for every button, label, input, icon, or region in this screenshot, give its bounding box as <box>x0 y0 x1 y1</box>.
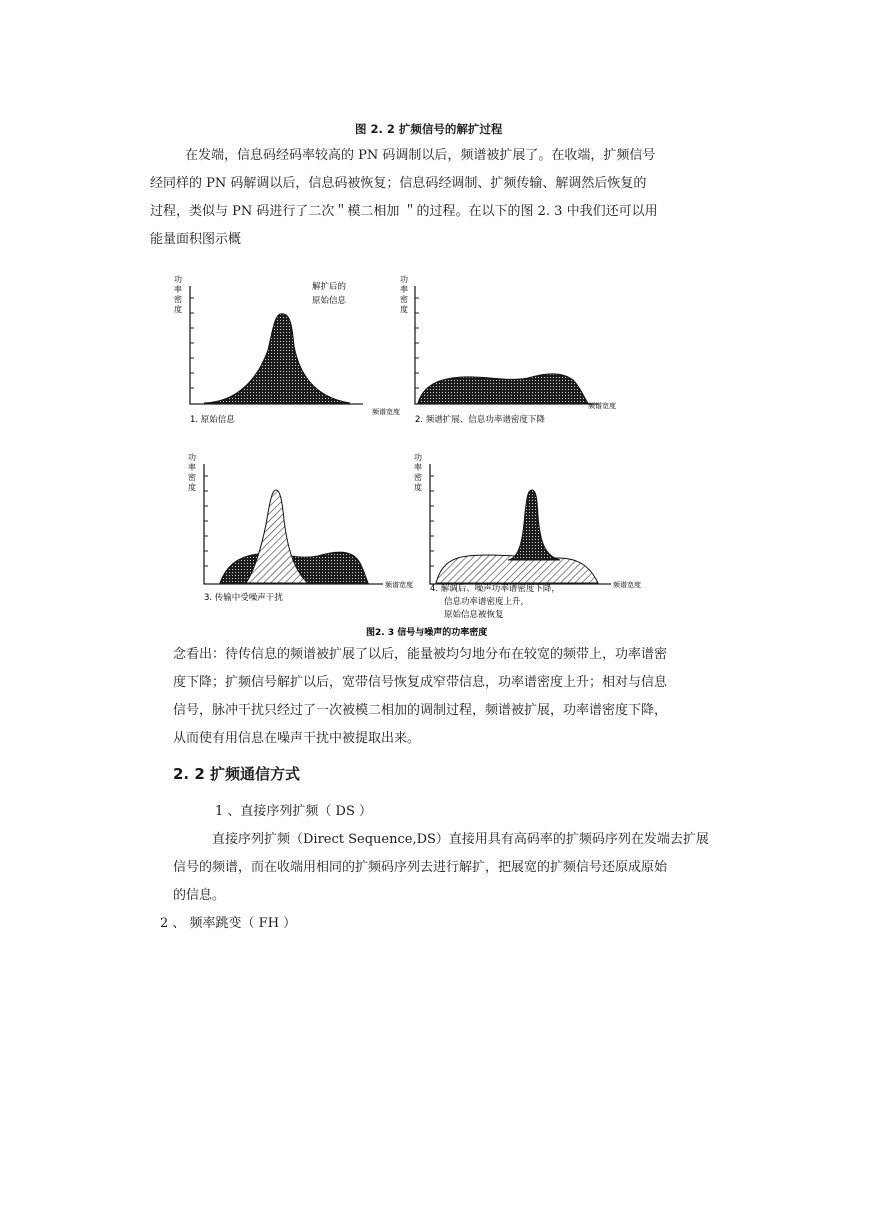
x-axis-label: 频谱宽度 <box>372 408 400 416</box>
panel-1-caption: 1. 原始信息 <box>190 415 235 425</box>
power-density-diagram <box>168 268 653 640</box>
y-axis-label-char: 功 <box>174 275 182 284</box>
ds-paragraph-line-1: 直接序列扩频（Direct Sequence,DS）直接用具有高码率的扩频码序列在发端去扩展 <box>212 832 709 847</box>
panel-4-caption: 原始信息被恢复 <box>444 610 504 620</box>
panel-1-annotation: 解扩后的 <box>312 282 347 292</box>
ds-title: 1 、直接序列扩频（ DS ） <box>215 804 372 819</box>
y-axis-label-char: 密 <box>174 295 182 304</box>
svg-text:率: 率 <box>414 463 422 472</box>
information-signal-peak <box>204 314 350 403</box>
section-heading: 2. 2 扩频通信方式 <box>173 765 301 783</box>
panel-3 <box>188 452 413 603</box>
ds-paragraph-line-3: 的信息。 <box>173 888 226 903</box>
paragraph-2-line-4: 从而使有用信息在噪声干扰中被提取出来。 <box>173 731 421 746</box>
paragraph-1-line-4: 能量面积图示概 <box>150 232 242 247</box>
paragraph-1-line-2: 经同样的 PN 码解调以后，信息码被恢复；信息码经调制、扩频传输、解调然后恢复的 <box>150 176 647 191</box>
paragraph-2-line-2: 度下降；扩频信号解扩以后，宽带信号恢复成窄带信息，功率谱密度上升；相对与信息 <box>173 675 668 690</box>
svg-text:密: 密 <box>188 473 196 482</box>
svg-text:率: 率 <box>400 285 408 294</box>
figure-2-3-caption: 图2. 3 信号与噪声的功率密度 <box>366 628 488 638</box>
svg-text:度: 度 <box>414 483 422 492</box>
fh-title: 2 、 频率跳变（ FH ） <box>160 916 297 931</box>
x-axis-label: 频谱宽度 <box>385 581 413 589</box>
svg-text:功: 功 <box>414 453 422 462</box>
svg-text:度: 度 <box>188 483 196 492</box>
panel-4 <box>414 452 641 620</box>
paragraph-1-line-3: 过程，类似与 PN 码进行了二次＂模二相加 ＂的过程。在以下的图 2. 3 中我们还可以用 <box>150 204 658 219</box>
svg-text:密: 密 <box>414 473 422 482</box>
recovered-information-peak <box>508 490 560 560</box>
panel-3-caption: 3. 传输中受噪声干扰 <box>204 593 283 603</box>
panel-1 <box>174 274 400 425</box>
figure-2-2-caption: 图 2. 2 扩频信号的解扩过程 <box>355 122 503 136</box>
y-axis-label-char: 度 <box>174 305 182 314</box>
x-axis-label: 频谱宽度 <box>613 581 641 589</box>
panel-4-caption: 信息功率谱密度上升， <box>444 597 530 607</box>
paragraph-2-line-3: 信号，脉冲干扰只经过了一次被模二相加的调制过程，频谱被扩展，功率谱密度下降， <box>173 703 668 718</box>
y-axis-label-char: 率 <box>174 285 182 294</box>
svg-text:功: 功 <box>400 275 408 284</box>
x-axis-label: 频谱宽度 <box>588 402 616 410</box>
panel-2-caption: 2. 频谱扩展、信息功率谱密度下降 <box>415 415 545 425</box>
svg-text:度: 度 <box>400 305 408 314</box>
spread-spectrum-signal <box>418 374 588 403</box>
paragraph-2-line-1: 念看出：待传信息的频谱被扩展了以后，能量被均匀地分布在较宽的频带上，功率谱密 <box>173 647 668 662</box>
svg-text:率: 率 <box>188 463 196 472</box>
ds-paragraph-line-2: 信号的频谱，而在收端用相同的扩频码序列去进行解扩，把展宽的扩频信号还原成原始 <box>173 860 668 875</box>
svg-text:功: 功 <box>188 453 196 462</box>
svg-text:密: 密 <box>400 295 408 304</box>
paragraph-1-line-1: 在发端，信息码经码率较高的 PN 码调制以后，频谱被扩展了。在收端，扩频信号 <box>185 148 656 163</box>
panel-2 <box>400 274 616 425</box>
panel-4-caption: 4. 解调后、噪声功率谱密度下降， <box>430 584 560 594</box>
figure-2-3 <box>168 268 653 640</box>
panel-1-annotation: 原始信息 <box>312 296 347 306</box>
